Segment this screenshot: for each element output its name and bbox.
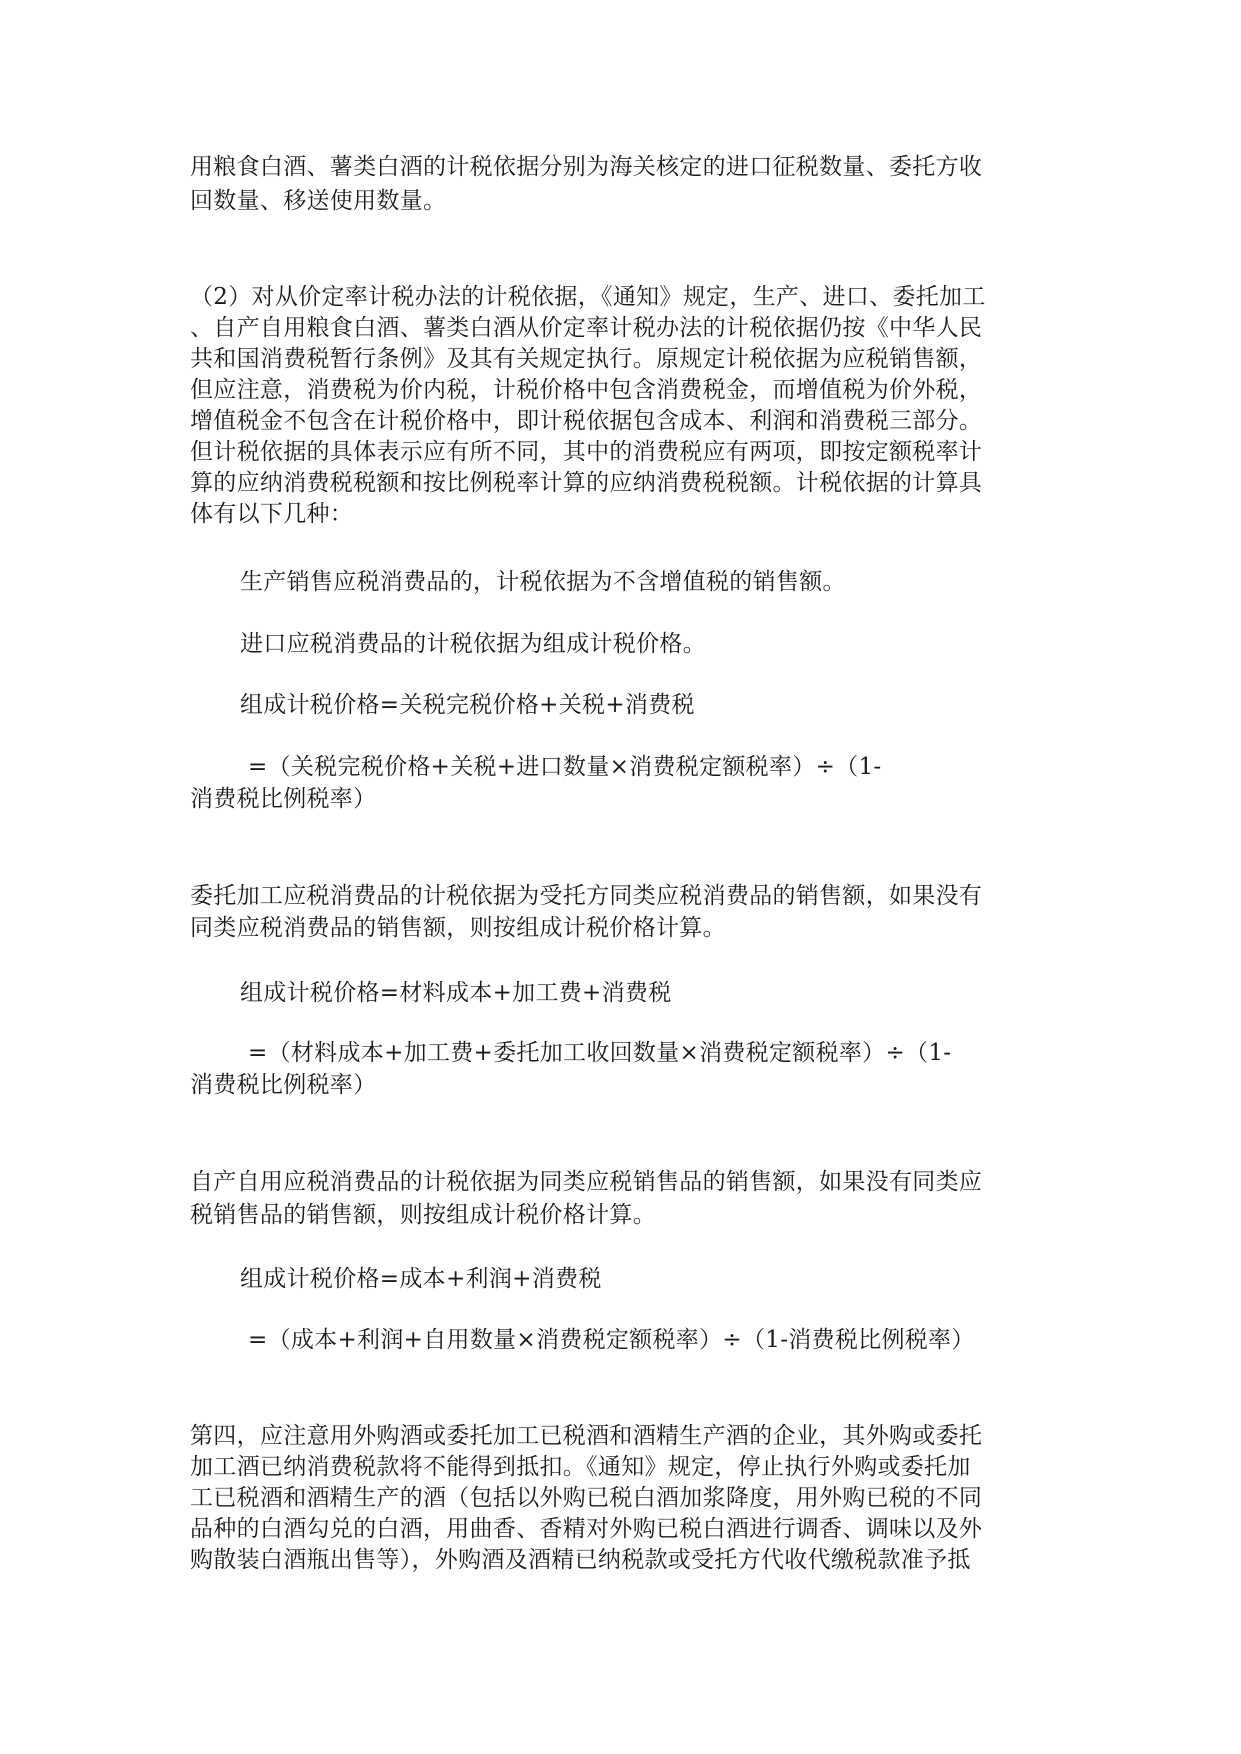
text-line: 加工酒已纳消费税款将不能得到抵扣。《通知》规定，停止执行外购或委托加: [190, 1454, 971, 1480]
text-line: 共和国消费税暂行条例》及其有关规定执行。原规定计税依据为应税销售额，: [190, 346, 983, 372]
formula-line: 消费税比例税率）: [190, 786, 377, 812]
text-line: 、自产自用粮食白酒、薯类白酒从价定率计税办法的计税依据仍按《中华人民: [190, 315, 983, 341]
formula-line: 组成计税价格=材料成本+加工费+消费税: [240, 980, 672, 1006]
text-line: 第四，应注意用外购酒或委托加工已税酒和酒精生产酒的企业，其外购或委托: [190, 1423, 983, 1449]
text-line: 税销售品的销售额，则按组成计税价格计算。: [190, 1202, 656, 1228]
text-line: 工已税酒和酒精生产的酒（包括以外购已税白酒加浆降度，用外购已税的不同: [190, 1485, 983, 1511]
text-line: 体有以下几种：: [190, 501, 354, 527]
text-line: 生产销售应税消费品的，计税依据为不含增值税的销售额。: [240, 569, 846, 595]
formula-line: 组成计税价格=成本+利润+消费税: [240, 1266, 602, 1292]
text-line: 但计税依据的具体表示应有所不同，其中的消费税应有两项，即按定额税率计: [190, 439, 983, 465]
text-line: 回数量、移送使用数量。: [190, 188, 447, 214]
text-line: 增值税金不包含在计税价格中，即计税依据包含成本、利润和消费税三部分。: [190, 408, 983, 434]
text-line: 委托加工应税消费品的计税依据为受托方同类应税消费品的销售额，如果没有: [190, 883, 983, 909]
formula-line: 消费税比例税率）: [190, 1072, 377, 1098]
text-line: 但应注意，消费税为价内税，计税价格中包含消费税金，而增值税为价外税，: [190, 377, 983, 403]
text-line: 进口应税消费品的计税依据为组成计税价格。: [240, 631, 706, 657]
formula-line: =（成本+利润+自用数量×消费税定额税率）÷（1-消费税比例税率）: [248, 1327, 975, 1353]
text-line: 自产自用应税消费品的计税依据为同类应税销售品的销售额，如果没有同类应: [190, 1169, 983, 1195]
text-line: 用粮食白酒、薯类白酒的计税依据分别为海关核定的进口征税数量、委托方收: [190, 154, 983, 180]
text-line: 购散装白酒瓶出售等），外购酒及酒精已纳税款或受托方代收代缴税款准予抵: [190, 1547, 971, 1573]
formula-line: =（关税完税价格+关税+进口数量×消费税定额税率）÷（1-: [248, 754, 882, 780]
formula-line: 组成计税价格=关税完税价格+关税+消费税: [240, 692, 695, 718]
text-line: 品种的白酒勾兑的白酒，用曲香、香精对外购已税白酒进行调香、调味以及外: [190, 1516, 983, 1542]
text-line: 算的应纳消费税税额和按比例税率计算的应纳消费税税额。计税依据的计算具: [190, 470, 983, 496]
text-line: （2）对从价定率计税办法的计税依据，《通知》规定，生产、进口、委托加工: [190, 284, 986, 310]
text-line: 同类应税消费品的销售额，则按组成计税价格计算。: [190, 915, 726, 941]
formula-line: =（材料成本+加工费+委托加工收回数量×消费税定额税率）÷（1-: [248, 1040, 952, 1066]
